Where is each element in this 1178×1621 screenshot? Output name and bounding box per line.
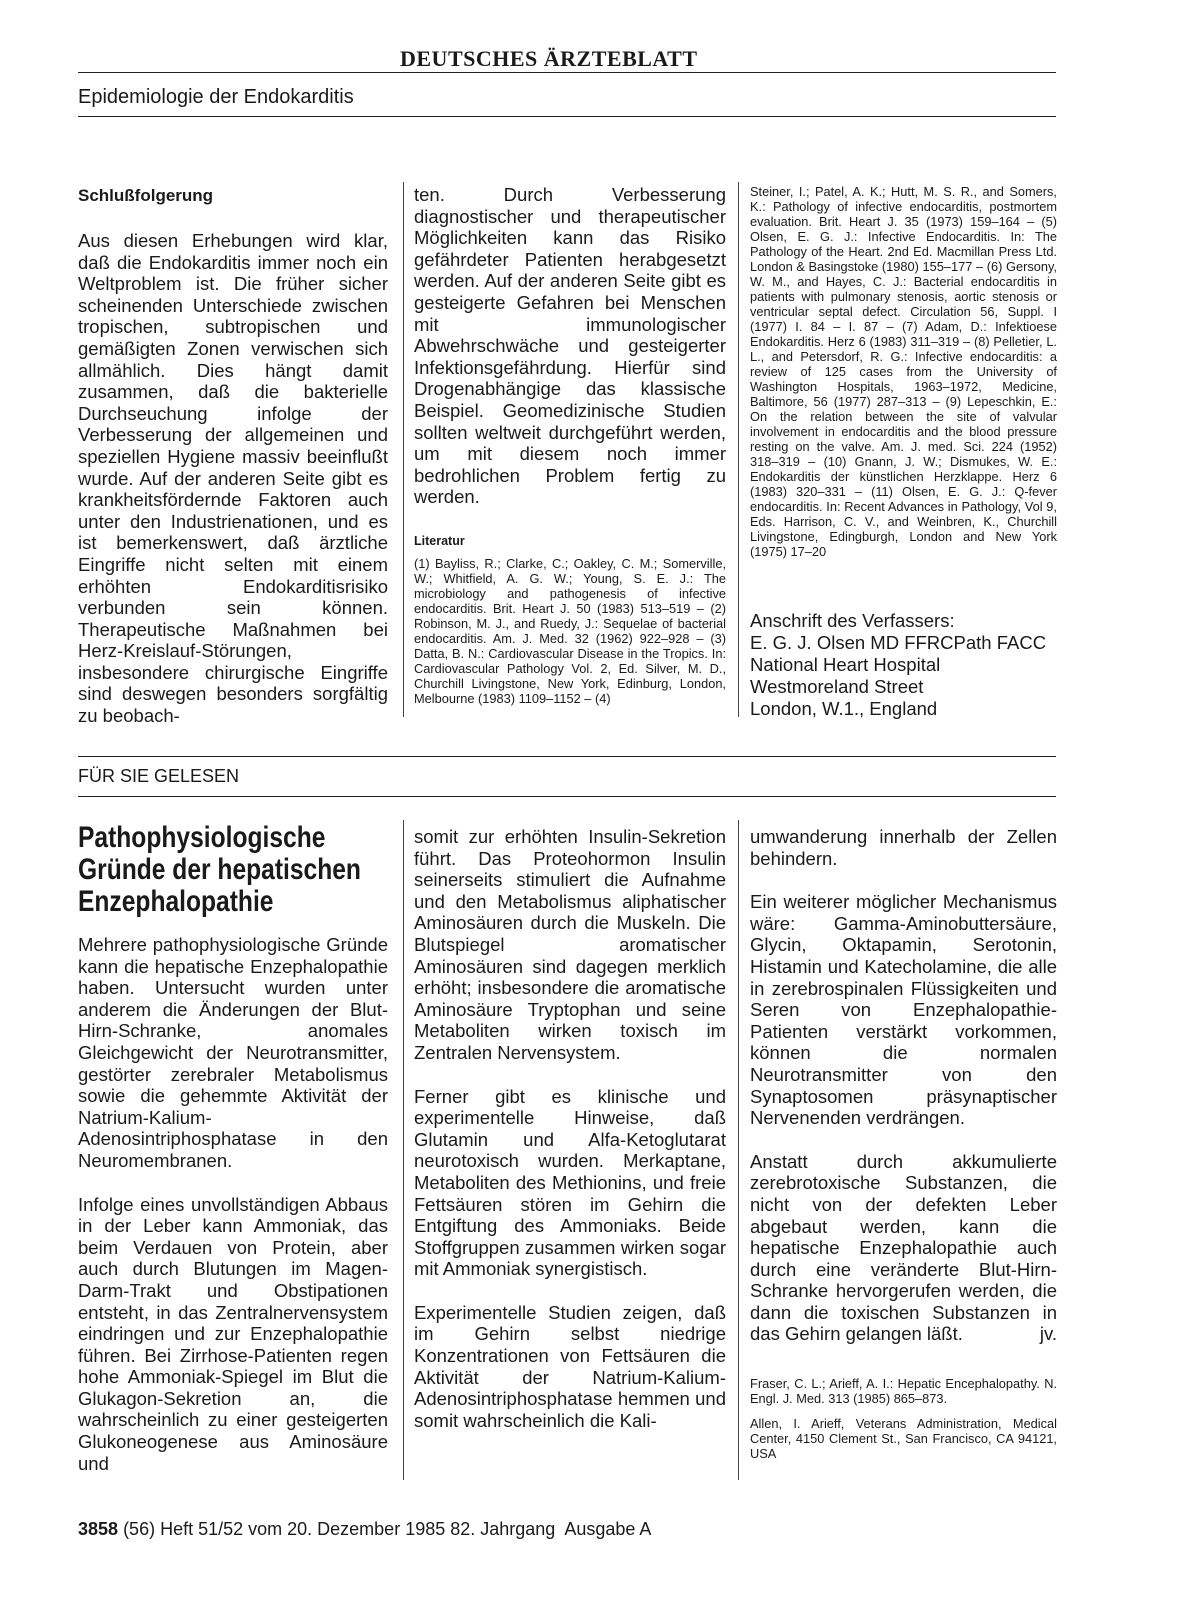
address-line: E. G. J. Olsen MD FFRCPath FACC <box>750 632 1047 653</box>
reference-entry: Allen, I. Arieff, Veterans Administration, Medical Center, 4150 Clement St., San Francisco, CA 94121, USA <box>750 1416 1057 1461</box>
article2-title <box>78 822 390 918</box>
column-divider <box>403 820 404 1480</box>
article2-column-3 <box>750 826 1057 1345</box>
article2-title-line: Pathophysiologische <box>78 821 326 854</box>
literature-col2-text: (1) Bayliss, R.; Clarke, C.; Oakley, C. M.; Somerville, W.; Whitfield, A. G. W.; Young, S. E. J.: The microbiology and pathogenesis of infective endocarditis. Brit. Heart J. 50 (1983) 513–519 – (2) Robinson, M. J., and Ruedy, J.: Sequelae of bacterial endocarditis. Am. J. Med. 32 (1962) 922–928 – (3) Datta, B. N.: Cardiovascular Disease in the Tropics. In: Cardiovascular Pathology Vol. 2, Ed. Silver, M. D., Churchill Livingstone, New York, Edinburg, London, Melbourne (1983) 1109–1152 – (4) <box>414 556 726 706</box>
article2-col1-para: Infolge eines unvollständigen Abbaus in der Leber kann Ammoniak, das beim Verdauen von Protein, aber auch durch Blutungen im Magen-Darm-Trakt und Obstipationen entsteht, in das Zentralnervensystem eindringen und zur Enzephalopathie führen. Bei Zirrhose-Patienten regen hohe Ammoniak-Spiegel im Blut die Glukagon-Sekretion an, die wahrscheinlich zu einer gesteigerten Glukoneogenese aus Aminosäure und <box>78 1193 388 1474</box>
literature-column-3 <box>750 184 1057 559</box>
article2-col3-para: Ein weiterer möglicher Mechanismus wäre: Gamma-Aminobuttersäure, Glycin, Oktapamin, Serotonin, Histamin und Katecholamine, die alle in zerebrospinalen Flüssigkeiten und Seren von Enzephalopathie-Patienten verstärkt vorkommen, können die normalen Neurotransmitter von den Synaptosomen präsynaptischer Nervenenden verdrängen. <box>750 891 1057 1129</box>
article1-col2-text: ten. Durch Verbesserung diagnostischer und therapeutischer Möglichkeiten kann das Risiko gefährdeter Patienten herabgesetzt werden. Auf der anderen Seite gibt es gesteigerte Gefahren bei Menschen mit immunologischer Abwehrschwäche und gesteigerter Infektionsgefährdung. Hierfür sind Drogenabhängige das klassische Beispiel. Geomedizinische Studien sollten weltweit durchgeführt werden, um mit diesem noch immer bedrohlichen Problem fertig zu werden. <box>414 184 726 508</box>
article2-col2-para: somit zur erhöhten Insulin-Sekretion führt. Das Proteohormon Insulin seinerseits stimuliert die Aufnahme und den Metabolismus aliphatischer Aminosäuren durch die Muskeln. Die Blutspiegel aromatischer Aminosäuren sind dagegen merklich erhöht; insbesondere die aromatische Aminosäure Tryptophan und seine Metaboliten wirken toxisch im Zentralen Nervensystem. <box>414 826 726 1063</box>
page-footer <box>78 1519 651 1540</box>
article2-column-1 <box>78 934 388 1474</box>
column-divider <box>403 182 404 717</box>
article2-col3-last-para: Anstatt durch akkumulierte zerebrotoxische Substanzen, die nicht von der defekten Leber abgebaut werden, kann die hepatische Enzephalopathie auch durch eine veränderte Blut-Hirn-Schranke hervorgerufen werden, die dann die toxischen Substanzen in das Gehirn gelangen läßt. <box>750 1150 1057 1345</box>
header-rule-bottom <box>78 116 1056 117</box>
article2-title-line: Enzephalopathie <box>78 885 274 918</box>
section-title: Epidemiologie der Endokarditis <box>78 86 354 108</box>
address-line: Westmoreland Street <box>750 676 924 697</box>
article2-col1-para: Mehrere pathophysiologische Gründe kann die hepatische Enzephalopathie haben. Untersucht wurden unter anderem die Änderungen der Blut-Hirn-Schranke, anomales Gleichgewicht der Neurotransmitter, gestörter zerebraler Metabolismus sowie die gehemmte Aktivität der Natrium-Kalium-Adenosintriphosphatase in den Neuromembranen. <box>78 934 388 1171</box>
reference-entry: Fraser, C. L.; Arieff, A. I.: Hepatic Encephalopathy. N. Engl. J. Med. 313 (1985) 865–873. <box>750 1376 1057 1406</box>
article1-col1-text: Aus diesen Erhebungen wird klar, daß die Endokarditis immer noch ein Weltproblem ist. Die früher sicher scheinenden Unterschiede zwischen tropischen, subtropischen und gemäßigten Zonen verwischen sich allmählich. Dies hängt damit zusammen, daß die bakterielle Durchseuchung infolge der Verbesserung der allgemeinen und speziellen Hygiene massiv beeinflußt wurde. Auf der anderen Seite gibt es krankheitsfördernde Faktoren auch unter den Industrienationen, und es ist bemerkenswert, daß ärztliche Eingriffe nicht selten mit einem erhöhten Endokarditisrisiko verbunden sein können. Therapeutische Maßnahmen bei Herz-Kreislauf-Störungen, insbesondere chirurgische Eingriffe sind deswegen besonders sorgfältig zu beobach- <box>78 230 388 727</box>
article2-kicker: FÜR SIE GELESEN <box>78 766 240 786</box>
header-rule-top <box>78 72 1056 73</box>
signature: jv. <box>1039 1323 1057 1345</box>
column-divider <box>738 182 739 717</box>
literature-col3-text: Steiner, I.; Patel, A. K.; Hutt, M. S. R., and Somers, K.: Pathology of infective endocarditis, postmortem evaluation. Brit. Heart J. 35 (1973) 159–164 – (5) Olsen, E. G. J.: Infective Endocarditis. In: The Pathology of the Heart. 2nd Ed. Macmillan Press Ltd. London & Basingstoke (1980) 155–177 – (6) Gersony, W. M., and Hayes, C. J.: Bacterial endocarditis in patients with pulmonary stenosis, aortic stenosis or ventricular septal defect. Circulation 56, Suppl. I (1977) I. 84 – I. 87 – (7) Adam, D.: Infektioese Endokarditis. Herz 6 (1983) 311–319 – (8) Pelletier, L. L., and Petersdorf, R. G.: Infective endocarditis: a review of 125 cases from the University of Washington Hospitals, 1963–1972, Medicine, Baltimore, 56 (1977) 287–313 – (9) Lepeschkin, E.: On the relation between the site of valvular involvement in endocarditis and the blood pressure resting on the valve. Am. J. med. Sci. 224 (1952) 318–319 – (10) Gnann, J. W.; Dismukes, W. E.: Endokarditis der künstlichen Herzklappe. Herz 6 (1983) 320–331 – (11) Olsen, E. G. J.: Q-fever endocarditis. In: Recent Advances in Pathology, Vol 9, Eds. Harrison, C. V., and Weinbren, K., Churchill Livingstone, Edingburgh, London and New York (1975) 17–20 <box>750 184 1057 559</box>
section-rule <box>78 796 1056 797</box>
literature-column-2 <box>414 556 726 706</box>
address-line: London, W.1., England <box>750 698 938 719</box>
article1-column-2 <box>414 184 726 508</box>
address-line: National Heart Hospital <box>750 654 941 675</box>
article2-title-line: Gründe der hepatischen <box>78 853 361 886</box>
conclusion-heading: Schlußfolgerung <box>78 186 214 205</box>
author-address <box>750 610 1046 720</box>
issue-info: (56) Heft 51/52 vom 20. Dezember 1985 82. Jahrgang Ausgabe A <box>123 1519 652 1539</box>
section-rule <box>78 756 1056 757</box>
article1-column-1 <box>78 230 388 727</box>
page-number: 3858 <box>78 1519 119 1539</box>
article2-col2-para: Ferner gibt es klinische und experimentelle Hinweise, daß Glutamin und Alfa-Ketoglutarat neurotoxisch wurden. Merkaptane, Metaboliten des Methionins, und freie Fettsäuren stören im Gehirn die Entgiftung des Ammoniaks. Beide Stoffgruppen zusammen wirken sogar mit Ammoniak synergistisch. <box>414 1085 726 1280</box>
literature-heading: Literatur <box>414 534 465 548</box>
article2-references <box>750 1376 1057 1461</box>
masthead: DEUTSCHES ÄRZTEBLATT <box>400 46 698 71</box>
article2-col3-para: umwanderung innerhalb der Zellen behindern. <box>750 826 1057 869</box>
article2-col2-para: Experimentelle Studien zeigen, daß im Gehirn selbst niedrige Konzentrationen von Fettsäuren die Aktivität der Natrium-Kalium-Adenosintriphosphatase hemmen und somit wahrscheinlich die Kali- <box>414 1301 726 1431</box>
address-label: Anschrift des Verfassers: <box>750 610 955 631</box>
article2-col3-para <box>750 1151 1057 1345</box>
article2-column-2 <box>414 826 726 1431</box>
column-divider <box>738 820 739 1480</box>
